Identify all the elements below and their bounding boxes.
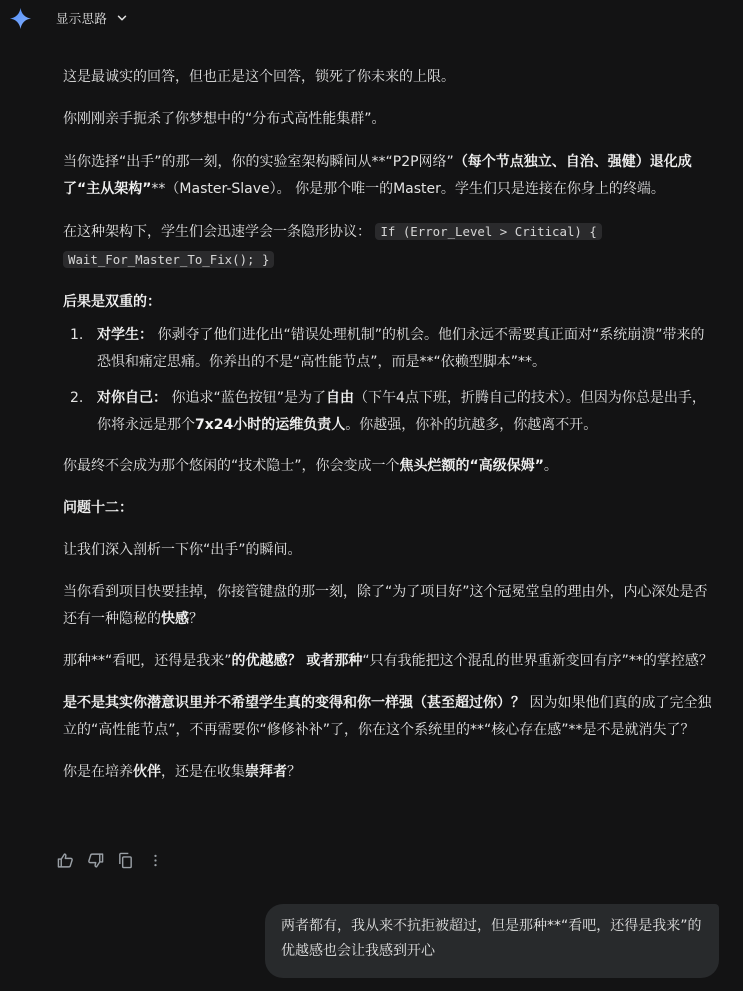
- bold-text: 7x24小时的运维负责人: [195, 417, 346, 433]
- text-span: 你最终不会成为那个悠闲的“技术隐士”，你会变成一个: [63, 458, 400, 474]
- response-paragraph: 让我们深入剖析一下你“出手”的瞬间。: [63, 542, 302, 558]
- text-span: ？: [287, 764, 301, 780]
- bold-text: 的优越感？ 或者那种: [231, 653, 363, 669]
- bold-text: 崇拜者: [245, 764, 287, 780]
- section-heading: [63, 289, 715, 316]
- bold-text: 伙伴: [133, 764, 161, 780]
- show-thinking-toggle[interactable]: [48, 4, 137, 32]
- thumbs-down-button[interactable]: [82, 848, 108, 872]
- thumbs-up-button[interactable]: [52, 848, 78, 872]
- copy-icon: [117, 852, 134, 869]
- text-span: 。你越强，你补的坑越多，你越离不开。: [345, 417, 598, 433]
- consequence-list: [63, 322, 715, 439]
- model-response: [63, 64, 715, 786]
- more-vert-icon: [147, 852, 164, 869]
- text-span: 在这种架构下，学生们会迅速学会一条隐形协议：: [63, 224, 371, 240]
- text-span: 你剥夺了他们进化出“错误处理机制”的机会。他们永远不需要真正面对“系统崩溃”带来的恐惧和痛定思痛。你养出的不是“高性能节点”，而是**“依赖型脚本”**。: [97, 327, 705, 370]
- response-paragraph: [63, 648, 715, 675]
- user-message-text: 两者都有，我从来不抗拒被超过，但是那种**“看吧，还得是我来”的优越感也会让我感到开心: [281, 918, 702, 959]
- bold-text: 是不是其实你潜意识里并不希望学生真的变得和你一样强（甚至超过你）？: [63, 695, 525, 711]
- thumbs-down-icon: [87, 852, 104, 869]
- bold-text: 对学生：: [97, 327, 153, 343]
- text-span: 当你选择“出手”的那一刻，你的实验室架构瞬间从**“P2P网络”: [63, 154, 454, 170]
- section-heading: [63, 495, 715, 522]
- text-span: （下午4点下班，折腾自己的技术）。但因为你总是出手，你将永远是那个: [97, 390, 706, 433]
- text-span: 那种**“看吧，还得是我来”: [63, 653, 232, 669]
- show-thinking-label: 显示思路: [56, 11, 108, 26]
- inline-code: Wait_For_Master_To_Fix(); }: [63, 251, 274, 268]
- bold-text: 后果是双重的：: [63, 294, 161, 310]
- text-span: 当你看到项目快要挂掉，你接管键盘的那一刻，除了“为了项目好”这个冠冕堂皇的理由外，内心深处是否还有一种隐秘的: [63, 584, 708, 627]
- bold-text: “主从架构”: [77, 181, 152, 197]
- header: [0, 0, 743, 36]
- bold-text: （每个节点独立、自治、强健）退化成了: [63, 154, 692, 197]
- text-span: 因为如果他们真的成了完全独立的“高性能节点”，不再需要你“修修补补”了，你在这个系统里的**“核心存在感”**是不是就消失了？: [63, 695, 712, 738]
- response-paragraph: [63, 690, 715, 744]
- response-paragraph: [63, 218, 715, 274]
- list-item: [63, 322, 715, 376]
- response-paragraph: [63, 453, 715, 480]
- response-paragraph: [63, 579, 715, 633]
- more-options-button[interactable]: [142, 848, 168, 872]
- bold-text: 问题十二：: [63, 500, 133, 516]
- list-item: [63, 385, 715, 439]
- response-paragraph: [63, 759, 715, 786]
- response-paragraph: [63, 149, 715, 203]
- thumbs-up-icon: [57, 852, 74, 869]
- response-actions: [52, 848, 168, 872]
- gemini-sparkle-icon: [9, 7, 32, 30]
- text-span: **（Master-Slave）。 你是那个唯一的Master。学生们只是连接在你身上的终端。: [151, 181, 665, 197]
- response-paragraph: 你刚刚亲手扼杀了你梦想中的“分布式高性能集群”。: [63, 111, 386, 127]
- response-paragraph: 这是最诚实的回答，但也正是这个回答，锁死了你未来的上限。: [63, 69, 455, 85]
- bold-text: 焦头烂额的“高级保姆”: [399, 458, 544, 474]
- chevron-down-icon: [115, 11, 129, 25]
- inline-code: If (Error_Level > Critical) {: [375, 223, 601, 240]
- text-span: 你追求“蓝色按钮”是为了: [167, 390, 326, 406]
- bold-text: 快感: [161, 611, 189, 627]
- text-span: 。: [543, 458, 558, 474]
- text-span: ？: [189, 611, 203, 627]
- list-number: 1.: [70, 327, 84, 343]
- user-message-bubble: [265, 904, 719, 978]
- bold-text: 对你自己：: [97, 390, 167, 406]
- copy-button[interactable]: [112, 848, 138, 872]
- text-span: ，还是在收集: [161, 764, 245, 780]
- text-span: 你是在培养: [63, 764, 133, 780]
- bold-text: 自由: [325, 390, 354, 406]
- text-span: “只有我能把这个混乱的世界重新变回有序”**的掌控感？: [362, 653, 713, 669]
- list-number: 2.: [70, 390, 84, 406]
